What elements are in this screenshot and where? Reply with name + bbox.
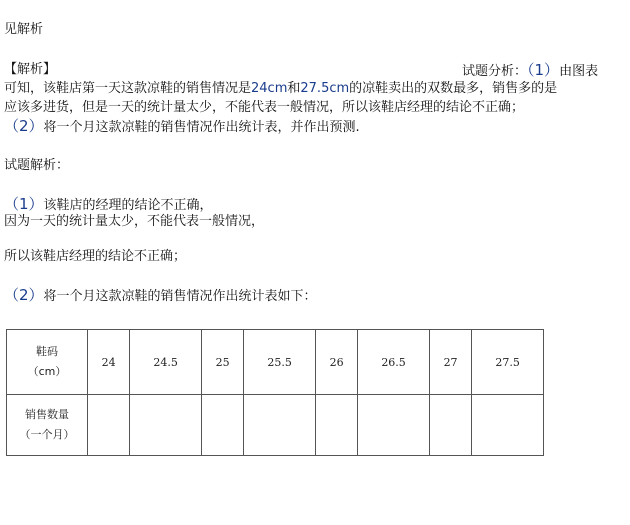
analysis-p2-number: （2） — [4, 117, 44, 135]
solution-s1-conclusion: 所以该鞋店经理的结论不正确； — [4, 249, 187, 264]
analysis-summary — [462, 62, 598, 80]
count-cell — [358, 395, 430, 456]
solution-s2-number: （2） — [4, 286, 44, 304]
solution-label: 试题解析： — [4, 158, 70, 173]
and-text: 和 — [287, 81, 301, 96]
count-header-cell — [7, 395, 88, 456]
solution-s1-number: （1） — [4, 195, 44, 213]
count-cell — [201, 395, 243, 456]
size-header-label: 鞋码 — [36, 345, 58, 358]
solution-s2 — [4, 287, 317, 305]
size-header-unit: （cm） — [27, 365, 67, 378]
size-cell: 24 — [88, 330, 130, 395]
solution-s1-text: 该鞋店的经理的结论不正确， — [43, 198, 213, 213]
count-cell — [429, 395, 471, 456]
size-cell: 25.5 — [244, 330, 316, 395]
solution-s1-reason: 因为一天的统计量太少，不能代表一般情况， — [4, 214, 265, 229]
size-cell: 27.5 — [472, 330, 544, 395]
analysis-p1-number: （1） — [527, 61, 560, 79]
analysis-p1-line2 — [4, 81, 557, 97]
size-cell: 24.5 — [130, 330, 202, 395]
solution-s2-text: 将一个月这款凉鞋的销售情况作出统计表如下： — [43, 289, 317, 304]
analysis-p1-text-2: 的凉鞋卖出的双数最多，销售多的是 — [349, 81, 558, 96]
size-cell: 27 — [429, 330, 471, 395]
count-cell — [130, 395, 202, 456]
size-cell: 26 — [315, 330, 357, 395]
analysis-header — [4, 62, 626, 78]
summary-label: 试题分析： — [462, 64, 528, 79]
count-header-period: （一个月） — [19, 428, 75, 441]
size-24: 24cm — [251, 81, 288, 96]
count-header-label: 销售数量 — [25, 408, 69, 421]
analysis-p1-line3: 应该多进货，但是一天的统计量太少，不能代表一般情况，所以该鞋店经理的结论不正确； — [4, 100, 525, 115]
size-cell: 26.5 — [358, 330, 430, 395]
count-cell — [315, 395, 357, 456]
size-header-cell — [7, 330, 88, 395]
size-row — [7, 330, 544, 395]
count-row — [7, 395, 544, 456]
solution-s1 — [4, 196, 213, 214]
analysis-p1-start: 由图表 — [559, 64, 599, 79]
sales-table — [6, 329, 544, 456]
analysis-p2 — [4, 118, 360, 136]
size-cell: 25 — [201, 330, 243, 395]
analysis-p2-text: 将一个月这款凉鞋的销售情况作出统计表，并作出预测. — [43, 120, 360, 135]
count-cell — [472, 395, 544, 456]
size-27-5: 27.5cm — [300, 81, 350, 96]
analysis-label: 【解析】 — [4, 62, 57, 77]
count-cell — [88, 395, 130, 456]
count-cell — [244, 395, 316, 456]
analysis-p1-text: 可知，该鞋店第一天这款凉鞋的销售情况是 — [4, 81, 252, 96]
page-title: 见解析 — [4, 22, 44, 37]
